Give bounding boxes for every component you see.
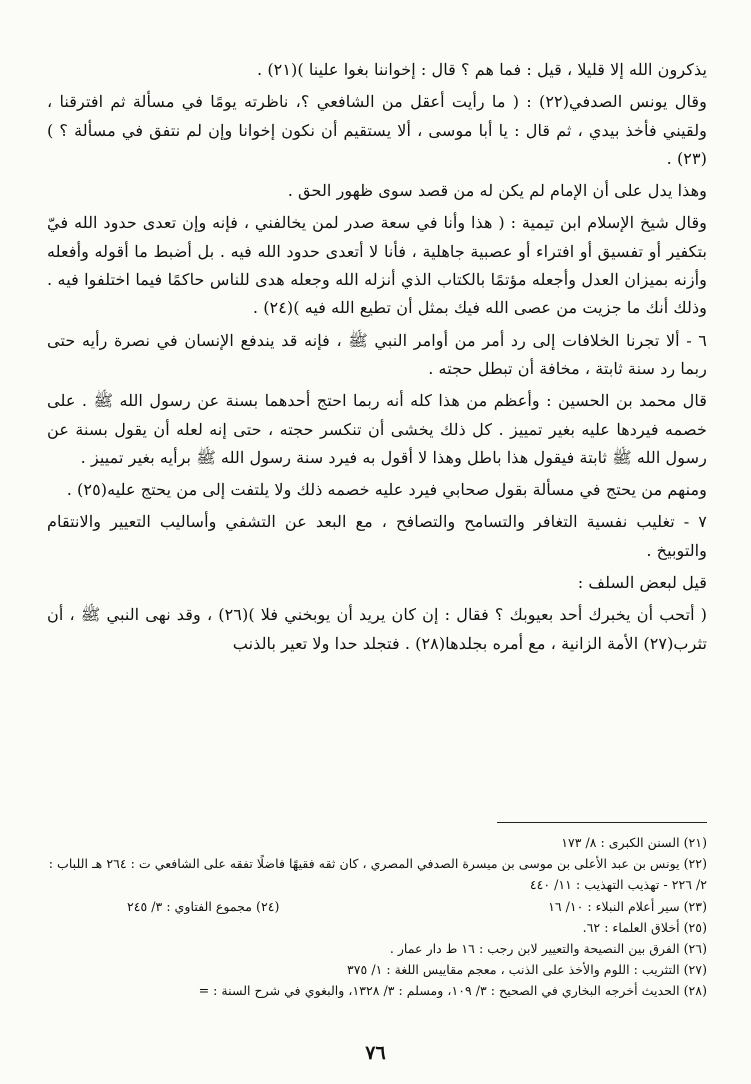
footnote-22: (٢٢) يونس بن عبد الأعلى بن موسى بن ميسرة الصدفي المصري ، كان ثقه فقيهًا فاضلًا تفقه على الشافعي ت : ٢٦٤ هـ اللباب : ٢/ ٢٢٦ - تهذيب التهذيب : ١١/ ٤٤٠ [48,856,707,893]
page-number: ٧٦ [365,1042,386,1064]
paragraph: وقال شيخ الإسلام ابن تيمية : ( هذا وأنا في سعة صدر لمن يخالفني ، فإنه وإن تعدى حدود الله فيّ بتكفير أو تفسيق أو افتراء أو عصبية جاهلية ، فأنا لا أتعدى حدود الله فيه . بل أضبط ما أقوله وأفعله وأزنه بميزان العدل وأجعله مؤتمًا بالكتاب الذي أنزله الله وجعله هدى للناس حاكمًا فيما اختلفوا فيه . وذلك أنك ما جزيت من عصى الله فيك بمثل أن تطيع الله فيه )(٢٤) . [47,213,707,318]
paragraph: ( أتحب أن يخبرك أحد بعيوبك ؟ فقال : إن كان يريد أن يوبخني فلا )(٢٦) ، وقد نهى النبي ﷺ ، أن تثرب(٢٧) الأمة الزانية ، مع أمره بجلدها(٢٨) . فتجلد حدا ولا تعير بالذنب [47,605,707,653]
footnote-24: (٢٤) مجموع الفتاوي : ٣/ ٢٤٥ [127,898,280,914]
paragraph: ومنهم من يحتج في مسألة بقول صحابي فيرد عليه خصمه ذلك ولا يلتفت إلى من يحتج عليه(٢٥) . [66,480,707,500]
main-text [47,56,707,658]
paragraph: قيل لبعض السلف : [577,573,707,593]
footnotes [47,832,707,1002]
paragraph: ٧ - تغليب نفسية التغافر والتسامح والتصافح ، مع البعد عن التشفي وأساليب التعيير والانتقام والتوبيخ . [47,512,707,560]
footnote-row [47,896,707,917]
paragraph: وقال يونس الصدفي(٢٢) : ( ما رأيت أعقل من الشافعي ؟، ناظرته يومًا في مسألة ثم افترقنا ، ولقيني فأخذ بيدي ، ثم قال : يا أبا موسى ، ألا يستقيم أن نكون إخوانا وإن لم نتفق في مسألة ؟ )(٢٣) . [47,92,707,168]
paragraph: قال محمد بن الحسين : وأعظم من هذا كله أنه ربما احتج أحدهما بسنة عن رسول الله ﷺ . على خصمه فيردها عليه بغير تمييز . كل ذلك يخشى أن تنكسر حجته ، حتى إنه لعله أن يقول بسنة عن رسول الله ﷺ ثابتة فيقول هذا باطل وهذا لا أقول به فيرد سنة رسول الله ﷺ برأيه بغير تمييز . [47,391,707,467]
footnote-23: (٢٣) سير أعلام النبلاء : ١٠/ ١٦ [548,898,707,914]
footnote-28: (٢٨) الحديث أخرجه البخاري في الصحيح : ٣/ ١٠٩، ومسلم : ٣/ ١٣٢٨، والبغوي في شرح السنة : = [198,983,707,999]
footnote-25: (٢٥) أخلاق العلماء : ٦٢. [582,919,707,935]
paragraph: ٦ - ألا تجرنا الخلافات إلى رد أمر من أوامر النبي ﷺ ، فإنه قد يندفع الإنسان في نصرة رأيه حتى ربما رد سنة ثابتة ، مخافة أن تبطل حجته . [47,330,707,378]
footnote-27: (٢٧) التثريب : اللوم والأخذ على الذنب ، معجم مقاييس اللغة : ١/ ٣٧٥ [347,962,707,978]
paragraph: وهذا يدل على أن الإمام لم يكن له من قصد سوى ظهور الحق . [287,181,707,201]
footnote-26: (٢٦) الفرق بين النصيحة والتعيير لابن رجب : ١٦ ط دار عمار . [389,941,707,957]
footnote-separator [497,822,707,823]
paragraph: يذكرون الله إلا قليلا ، قيل : فما هم ؟ قال : إخواننا بغوا علينا )(٢١) . [257,60,707,79]
footnote-21: (٢١) السنن الكبرى : ٨/ ١٧٣ [561,835,707,850]
